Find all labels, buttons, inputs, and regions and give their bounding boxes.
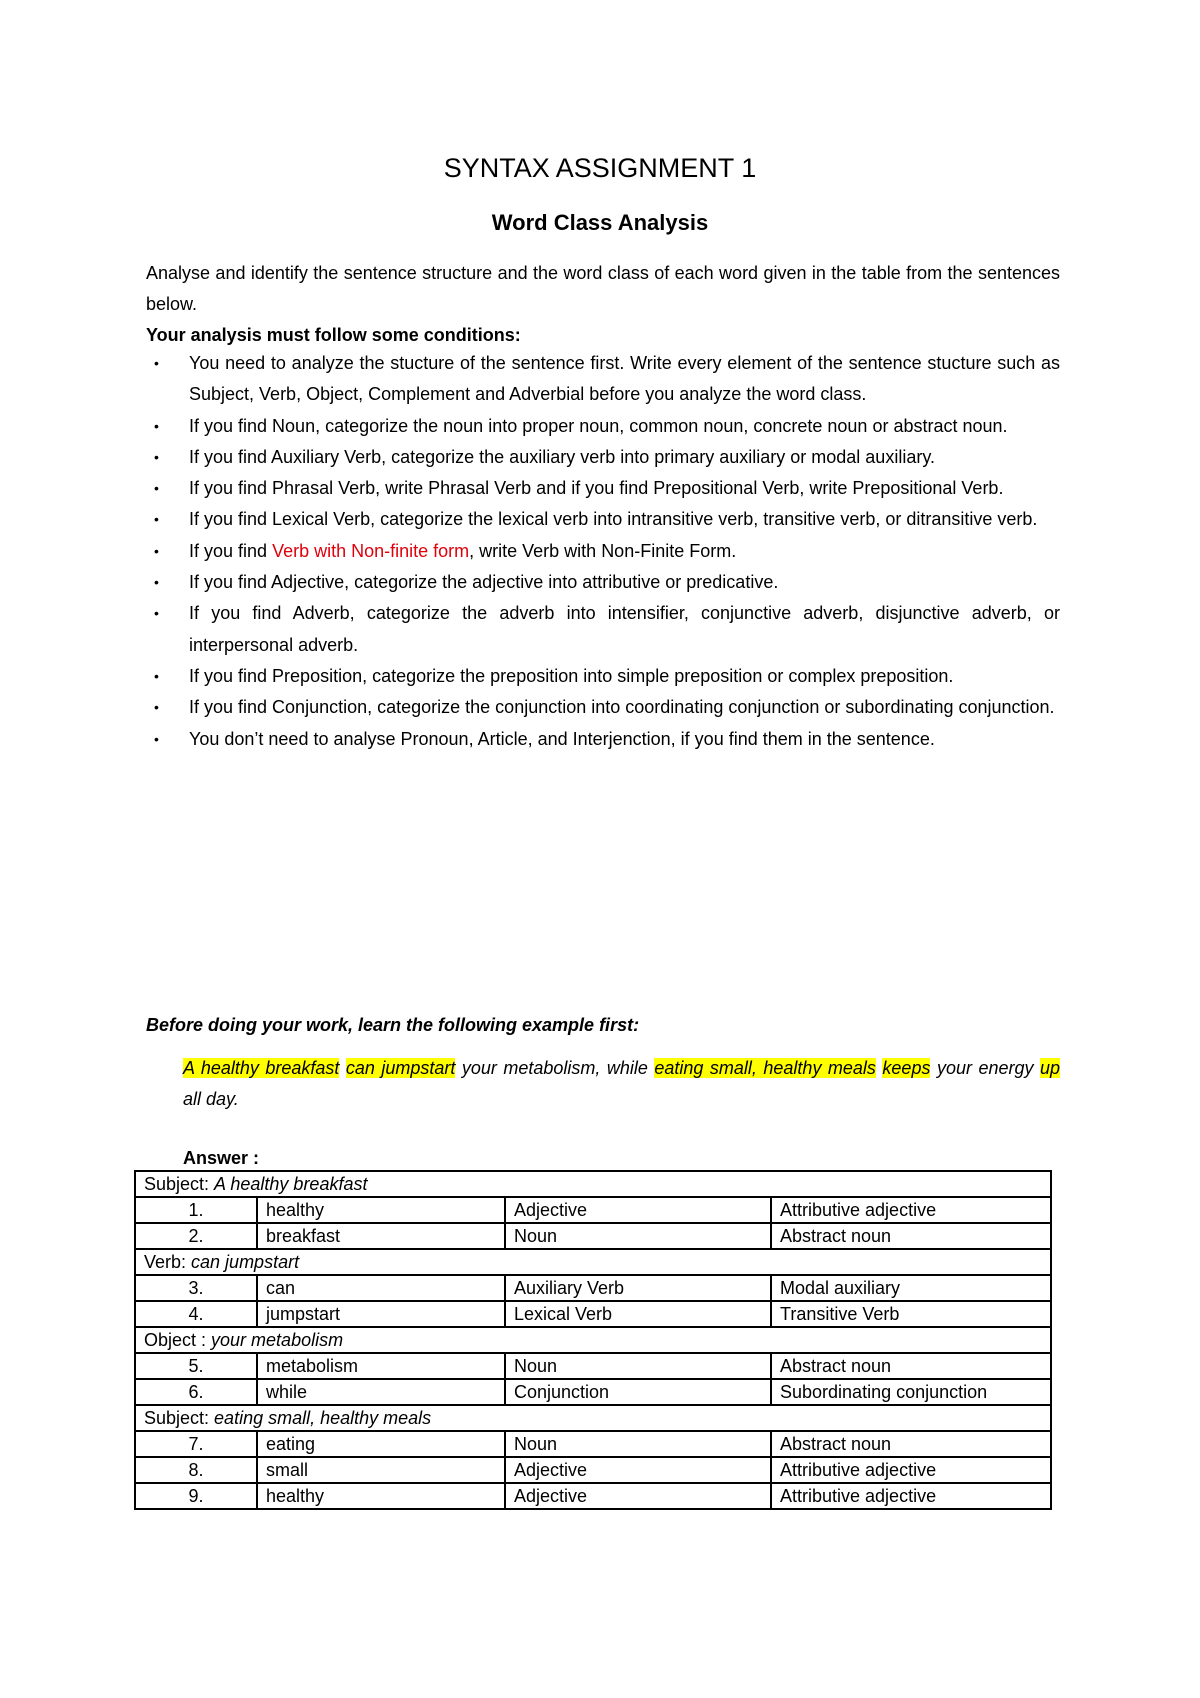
- row-number: 5.: [135, 1353, 257, 1379]
- group-label: Verb:: [144, 1252, 192, 1272]
- word-class-cell: Adjective: [505, 1483, 771, 1509]
- example-text: your energy: [930, 1058, 1040, 1078]
- subcategory-cell: Modal auxiliary: [771, 1275, 1051, 1301]
- row-number: 4.: [135, 1301, 257, 1327]
- table-row: [135, 1379, 1051, 1405]
- word-class-cell: Noun: [505, 1353, 771, 1379]
- row-number: 9.: [135, 1483, 257, 1509]
- highlighted-phrase: A healthy breakfast: [183, 1058, 340, 1078]
- word-class-cell: Noun: [505, 1431, 771, 1457]
- condition-text: If you find Auxiliary Verb, categorize the auxiliary verb into primary auxiliary or modal auxiliary.: [189, 446, 935, 467]
- condition-text: If you find: [189, 540, 273, 561]
- group-phrase: eating small, healthy meals: [214, 1408, 432, 1428]
- word-cell: can: [257, 1275, 505, 1301]
- word-cell: jumpstart: [257, 1301, 505, 1327]
- condition-item: [146, 567, 1060, 598]
- condition-item: [146, 724, 1060, 755]
- table-row: [135, 1483, 1051, 1509]
- example-instruction: Before doing your work, learn the following example first:: [146, 1015, 640, 1035]
- subcategory-cell: Abstract noun: [771, 1353, 1051, 1379]
- subcategory-cell: Transitive Verb: [771, 1301, 1051, 1327]
- page-title: SYNTAX ASSIGNMENT 1: [443, 153, 757, 183]
- condition-text: If you find Phrasal Verb, write Phrasal Verb and if you find Prepositional Verb, write Prepositional Verb.: [189, 478, 1004, 499]
- condition-text: , write Verb with Non-Finite Form.: [469, 540, 737, 561]
- bullet-icon: •: [154, 448, 159, 465]
- conditions-list: [146, 348, 1060, 755]
- subcategory-cell: Attributive adjective: [771, 1197, 1051, 1223]
- example-sentence: [183, 1053, 1060, 1116]
- condition-text: If you find Adjective, categorize the adjective into attributive or predicative.: [189, 572, 779, 593]
- row-number: 1.: [135, 1197, 257, 1223]
- group-row: [135, 1405, 1051, 1431]
- condition-text: If you find Adverb, categorize the adverb into intensifier, conjunctive adverb, disjunctive adverb, or interpersonal adverb.: [189, 603, 1060, 655]
- highlighted-phrase: up: [1039, 1058, 1060, 1078]
- bullet-icon: •: [154, 480, 159, 497]
- condition-item: [146, 442, 1060, 473]
- group-phrase: your metabolism: [211, 1330, 344, 1350]
- group-row: [135, 1171, 1051, 1197]
- row-number: 6.: [135, 1379, 257, 1405]
- group-cell: [135, 1249, 1051, 1275]
- condition-item: [146, 598, 1060, 661]
- group-cell: [135, 1405, 1051, 1431]
- group-label: Subject:: [144, 1174, 215, 1194]
- group-phrase: A healthy breakfast: [214, 1174, 368, 1194]
- answer-label: Answer :: [183, 1148, 260, 1168]
- page-subtitle: Word Class Analysis: [491, 210, 709, 235]
- bullet-icon: •: [154, 542, 159, 559]
- bullet-icon: •: [154, 699, 159, 716]
- condition-item: [146, 661, 1060, 692]
- condition-item: [146, 411, 1060, 442]
- bullet-icon: •: [154, 511, 159, 528]
- condition-text: If you find Conjunction, categorize the conjunction into coordinating conjunction or subordinating conjunction.: [189, 697, 1055, 718]
- word-cell: while: [257, 1379, 505, 1405]
- bullet-icon: •: [154, 574, 159, 591]
- condition-item: [146, 348, 1060, 411]
- bullet-icon: •: [154, 605, 159, 622]
- bullet-icon: •: [154, 417, 159, 434]
- word-cell: healthy: [257, 1197, 505, 1223]
- intro-paragraph: Analyse and identify the sentence structure and the word class of each word given in the table from the sentences below.: [146, 263, 1060, 315]
- example-text: all day.: [183, 1089, 239, 1110]
- condition-text: If you find Noun, categorize the noun into proper noun, common noun, concrete noun or abstract noun.: [189, 415, 1008, 436]
- group-cell: [135, 1327, 1051, 1353]
- row-number: 7.: [135, 1431, 257, 1457]
- word-class-cell: Adjective: [505, 1457, 771, 1483]
- group-row: [135, 1327, 1051, 1353]
- word-class-cell: Conjunction: [505, 1379, 771, 1405]
- group-row: [135, 1249, 1051, 1275]
- condition-item: [146, 692, 1060, 723]
- conditions-heading: Your analysis must follow some conditions:: [146, 325, 521, 345]
- word-cell: healthy: [257, 1483, 505, 1509]
- table-row: [135, 1457, 1051, 1483]
- example-text: [339, 1058, 345, 1078]
- example-text: your metabolism, while: [455, 1058, 655, 1078]
- word-cell: small: [257, 1457, 505, 1483]
- group-phrase: can jumpstart: [191, 1252, 300, 1272]
- table-row: [135, 1275, 1051, 1301]
- subcategory-cell: Abstract noun: [771, 1431, 1051, 1457]
- subcategory-cell: Attributive adjective: [771, 1457, 1051, 1483]
- condition-text: If you find Lexical Verb, categorize the lexical verb into intransitive verb, transitive verb, or ditransitive verb.: [189, 509, 1038, 530]
- row-number: 3.: [135, 1275, 257, 1301]
- condition-text: You don’t need to analyse Pronoun, Article, and Interjenction, if you find them in the sentence.: [189, 728, 935, 749]
- word-cell: eating: [257, 1431, 505, 1457]
- bullet-icon: •: [154, 667, 159, 684]
- bullet-icon: •: [154, 730, 159, 747]
- group-label: Subject:: [144, 1408, 215, 1428]
- condition-item: [146, 504, 1060, 535]
- subcategory-cell: Attributive adjective: [771, 1483, 1051, 1509]
- word-class-cell: Adjective: [505, 1197, 771, 1223]
- table-row: [135, 1353, 1051, 1379]
- answer-table: [134, 1170, 1052, 1510]
- table-row: [135, 1431, 1051, 1457]
- row-number: 8.: [135, 1457, 257, 1483]
- word-cell: metabolism: [257, 1353, 505, 1379]
- highlighted-phrase: eating small, healthy meals: [654, 1058, 876, 1078]
- subcategory-cell: Abstract noun: [771, 1223, 1051, 1249]
- word-class-cell: Auxiliary Verb: [505, 1275, 771, 1301]
- table-row: [135, 1197, 1051, 1223]
- group-label: Object :: [144, 1330, 212, 1350]
- condition-item: [146, 536, 1060, 567]
- word-cell: breakfast: [257, 1223, 505, 1249]
- table-row: [135, 1223, 1051, 1249]
- highlighted-phrase: keeps: [882, 1058, 931, 1078]
- word-class-cell: Noun: [505, 1223, 771, 1249]
- subcategory-cell: Subordinating conjunction: [771, 1379, 1051, 1405]
- condition-highlight-text: Verb with Non-finite form: [272, 540, 470, 561]
- word-class-cell: Lexical Verb: [505, 1301, 771, 1327]
- condition-item: [146, 473, 1060, 504]
- condition-text: You need to analyze the stucture of the sentence first. Write every element of the sentence stucture such as Subject, Verb, Object, Complement and Adverbial before you analyze the word class.: [189, 353, 1060, 405]
- table-row: [135, 1301, 1051, 1327]
- group-cell: [135, 1171, 1051, 1197]
- row-number: 2.: [135, 1223, 257, 1249]
- bullet-icon: •: [154, 355, 159, 371]
- highlighted-phrase: can jumpstart: [345, 1058, 456, 1078]
- condition-text: If you find Preposition, categorize the preposition into simple preposition or complex preposition.: [189, 665, 954, 686]
